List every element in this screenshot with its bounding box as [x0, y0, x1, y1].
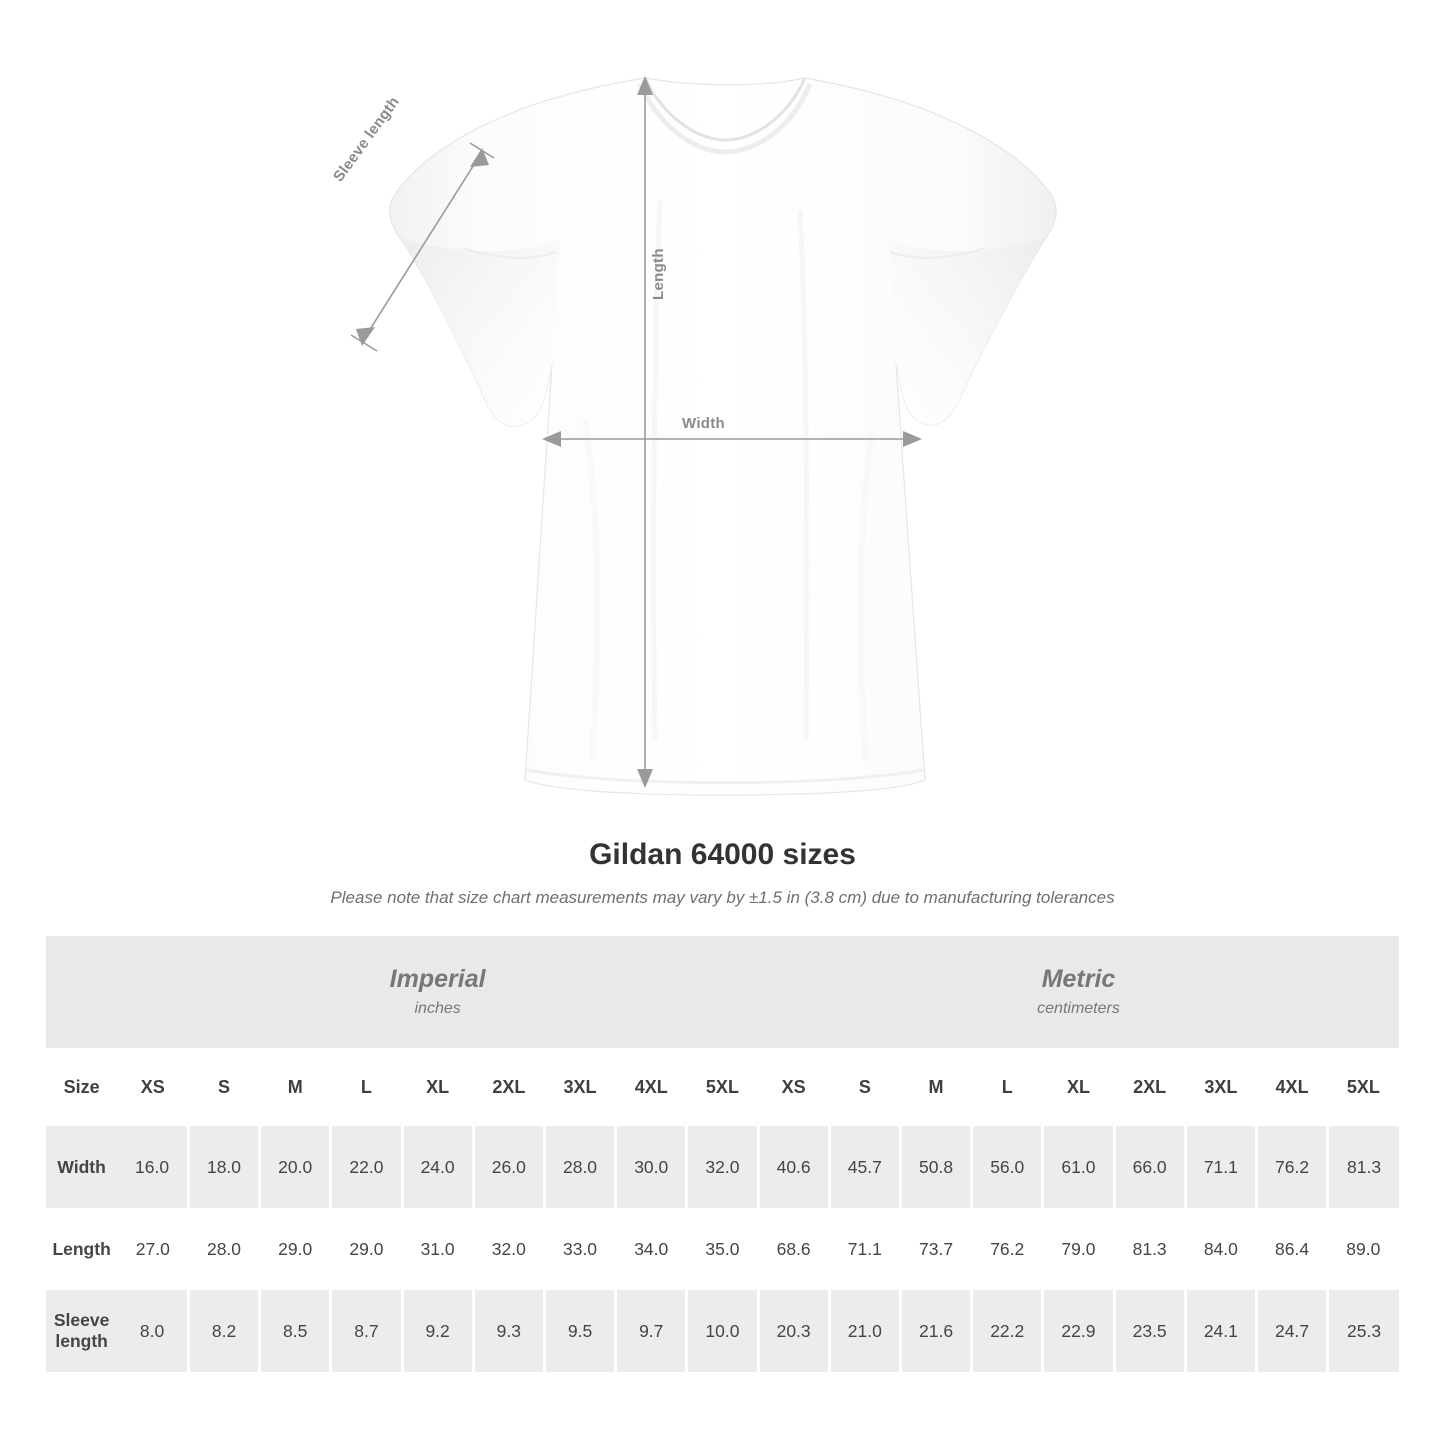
size-cell-imp-xl: XL [402, 1048, 473, 1126]
metric-unit-sub: centimeters [1037, 999, 1120, 1017]
size-cell-met-2xl: 2XL [1114, 1048, 1185, 1126]
row-label-length: Length [46, 1208, 117, 1290]
width-imp-xs: 16.0 [117, 1126, 188, 1208]
width-imp-5xl: 32.0 [687, 1126, 758, 1208]
sleeve-length-label: Sleeve length [330, 93, 403, 185]
length-met-3xl: 84.0 [1185, 1208, 1256, 1290]
sleeve-imp-m: 8.5 [260, 1290, 331, 1372]
length-imp-4xl: 34.0 [616, 1208, 687, 1290]
imperial-unit-name: Imperial [389, 965, 486, 994]
row-label-width: Width [46, 1126, 117, 1208]
size-cell-imp-m: M [260, 1048, 331, 1126]
size-cell-met-4xl: 4XL [1256, 1048, 1327, 1126]
sleeve-met-3xl: 24.1 [1185, 1290, 1256, 1372]
size-cell-met-5xl: 5XL [1328, 1048, 1399, 1126]
sleeve-met-2xl: 23.5 [1114, 1290, 1185, 1372]
length-met-m: 73.7 [900, 1208, 971, 1290]
units-header-row [46, 936, 1399, 1048]
width-met-2xl: 66.0 [1114, 1126, 1185, 1208]
sleeve-imp-xs: 8.0 [117, 1290, 188, 1372]
size-cell-met-s: S [829, 1048, 900, 1126]
width-met-3xl: 71.1 [1185, 1126, 1256, 1208]
length-imp-5xl: 35.0 [687, 1208, 758, 1290]
width-met-xl: 61.0 [1043, 1126, 1114, 1208]
length-imp-s: 28.0 [188, 1208, 259, 1290]
length-met-s: 71.1 [829, 1208, 900, 1290]
length-met-5xl: 89.0 [1328, 1208, 1399, 1290]
units-corner-cell [46, 936, 117, 1048]
width-imp-xl: 24.0 [402, 1126, 473, 1208]
length-label: Length [650, 248, 667, 300]
width-imp-m: 20.0 [260, 1126, 331, 1208]
width-imp-2xl: 26.0 [473, 1126, 544, 1208]
size-row-label: Size [46, 1048, 117, 1126]
imperial-unit-sub: inches [414, 999, 461, 1017]
size-cell-imp-3xl: 3XL [544, 1048, 615, 1126]
page-title: Gildan 64000 sizes [589, 838, 856, 871]
width-met-l: 56.0 [972, 1126, 1043, 1208]
size-cell-met-m: M [900, 1048, 971, 1126]
width-met-5xl: 81.3 [1328, 1126, 1399, 1208]
sleeve-imp-2xl: 9.3 [473, 1290, 544, 1372]
size-cell-met-l: L [972, 1048, 1043, 1126]
row-label-sleeve-length: Sleeve length [46, 1290, 117, 1372]
length-imp-m: 29.0 [260, 1208, 331, 1290]
width-imp-l: 22.0 [331, 1126, 402, 1208]
width-imp-3xl: 28.0 [544, 1126, 615, 1208]
table-row [46, 1208, 1399, 1290]
sleeve-imp-l: 8.7 [331, 1290, 402, 1372]
size-row [46, 1048, 1399, 1126]
tshirt-shape [389, 78, 1056, 795]
size-table [46, 936, 1399, 1372]
sleeve-met-l: 22.2 [972, 1290, 1043, 1372]
table-row [46, 1290, 1399, 1372]
size-cell-imp-4xl: 4XL [616, 1048, 687, 1126]
length-met-2xl: 81.3 [1114, 1208, 1185, 1290]
sleeve-met-xl: 22.9 [1043, 1290, 1114, 1372]
size-cell-imp-s: S [188, 1048, 259, 1126]
width-met-4xl: 76.2 [1256, 1126, 1327, 1208]
length-met-xs: 68.6 [758, 1208, 829, 1290]
sleeve-met-m: 21.6 [900, 1290, 971, 1372]
sleeve-met-s: 21.0 [829, 1290, 900, 1372]
metric-header-cell [758, 936, 1399, 1048]
sleeve-imp-4xl: 9.7 [616, 1290, 687, 1372]
length-met-4xl: 86.4 [1256, 1208, 1327, 1290]
width-imp-s: 18.0 [188, 1126, 259, 1208]
length-imp-l: 29.0 [331, 1208, 402, 1290]
imperial-header-cell [117, 936, 758, 1048]
size-table-wrapper [46, 936, 1399, 1372]
width-met-xs: 40.6 [758, 1126, 829, 1208]
sleeve-imp-5xl: 10.0 [687, 1290, 758, 1372]
metric-unit-name: Metric [1041, 965, 1116, 994]
length-met-l: 76.2 [972, 1208, 1043, 1290]
sleeve-imp-xl: 9.2 [402, 1290, 473, 1372]
size-cell-met-xl: XL [1043, 1048, 1114, 1126]
tolerance-note: Please note that size chart measurements may vary by ±1.5 in (3.8 cm) due to manufacturing tolerances [330, 888, 1115, 907]
length-imp-2xl: 32.0 [473, 1208, 544, 1290]
length-imp-xs: 27.0 [117, 1208, 188, 1290]
sleeve-imp-s: 8.2 [188, 1290, 259, 1372]
size-cell-imp-l: L [331, 1048, 402, 1126]
sleeve-met-xs: 20.3 [758, 1290, 829, 1372]
table-row [46, 1126, 1399, 1208]
width-met-m: 50.8 [900, 1126, 971, 1208]
sleeve-met-5xl: 25.3 [1328, 1290, 1399, 1372]
width-label: Width [682, 415, 726, 432]
size-cell-imp-xs: XS [117, 1048, 188, 1126]
size-cell-met-3xl: 3XL [1185, 1048, 1256, 1126]
size-cell-imp-2xl: 2XL [473, 1048, 544, 1126]
size-cell-imp-5xl: 5XL [687, 1048, 758, 1126]
size-cell-met-xs: XS [758, 1048, 829, 1126]
sleeve-imp-3xl: 9.5 [544, 1290, 615, 1372]
length-met-xl: 79.0 [1043, 1208, 1114, 1290]
width-imp-4xl: 30.0 [616, 1126, 687, 1208]
length-imp-xl: 31.0 [402, 1208, 473, 1290]
width-met-s: 45.7 [829, 1126, 900, 1208]
length-imp-3xl: 33.0 [544, 1208, 615, 1290]
sleeve-met-4xl: 24.7 [1256, 1290, 1327, 1372]
